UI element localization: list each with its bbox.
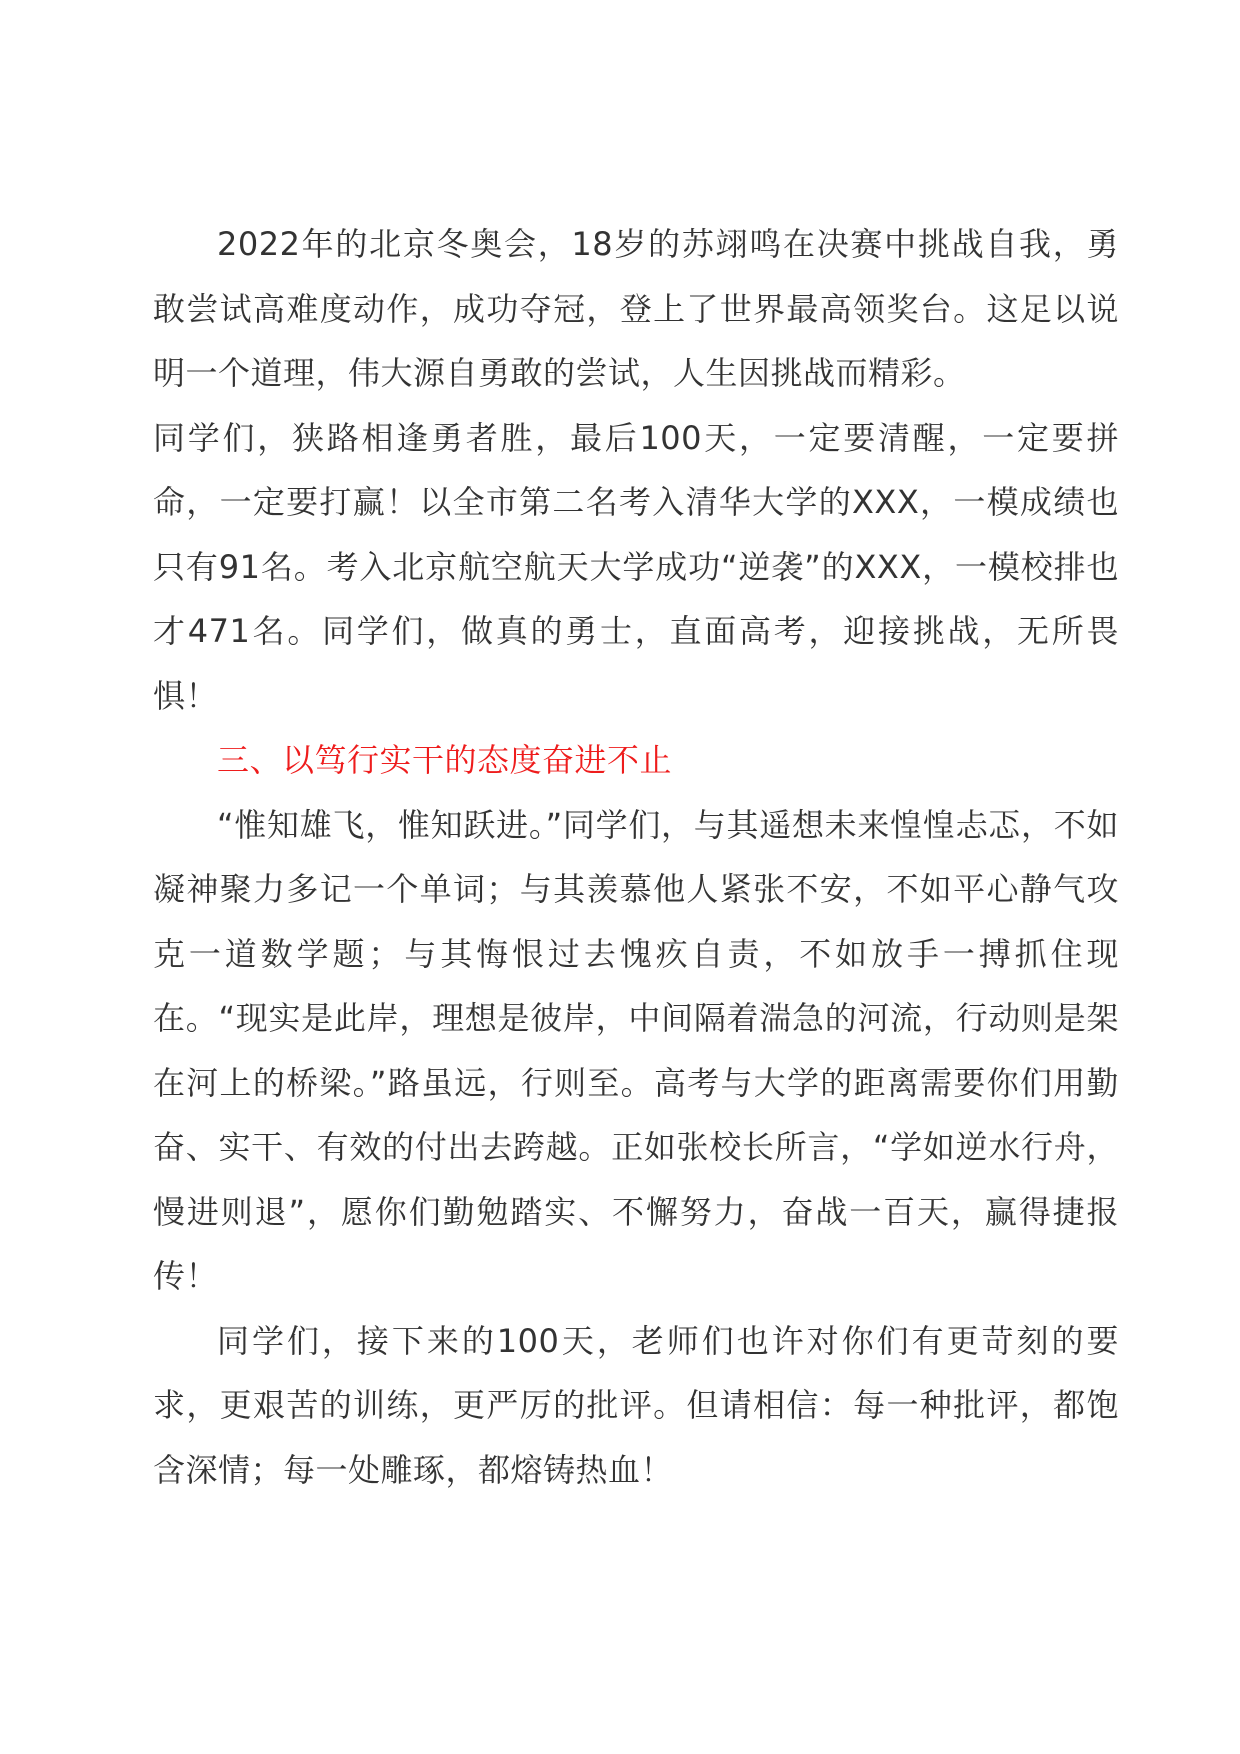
paragraph-100-days-exhortation: 同学们，狭路相逢勇者胜，最后100天，一定要清醒，一定要拼命，一定要打赢！以全市第二名考入清华大学的XXX，一模成绩也只有91名。考入北京航空航天大学成功“逆袭”的XXX，一模校排也才471名。同学们，做真的勇士，直面高考，迎接挑战，无所畏惧！ (153, 418, 1119, 715)
paragraph-teachers-message: 同学们，接下来的100天，老师们也许对你们有更苛刻的要求，更艰苦的训练，更严厉的批评。但请相信：每一种批评，都饱含深情；每一处雕琢，都熔铸热血！ (153, 1321, 1119, 1489)
section-heading: 三、以笃行实干的态度奋进不止 (217, 741, 673, 779)
paragraph-action-quote: “惟知雄飞，惟知跃进。”同学们，与其遥想未来惶惶忐忑，不如凝神聚力多记一个单词；与其羡慕他人紧张不安，不如平心静气攻克一道数学题；与其悔恨过去愧疚自责，不如放手一搏抓住现在。“现实是此岸，理想是彼岸，中间隔着湍急的河流，行动则是架在河上的桥梁。”路虽远，行则至。高考与大学的距离需要你们用勤奋、实干、有效的付出去跨越。正如张校长所言，“学如逆水行舟，慢进则退”，愿你们勤勉踏实、不懈努力，奋战一百天，赢得捷报传！ (153, 805, 1119, 1295)
paragraph-winter-olympics: 2022年的北京冬奥会，18岁的苏翊鸣在决赛中挑战自我，勇敢尝试高难度动作，成功夺冠，登上了世界最高领奖台。这足以说明一个道理，伟大源自勇敢的尝试，人生因挑战而精彩。 (153, 225, 1119, 392)
document-page (153, 212, 1119, 1502)
